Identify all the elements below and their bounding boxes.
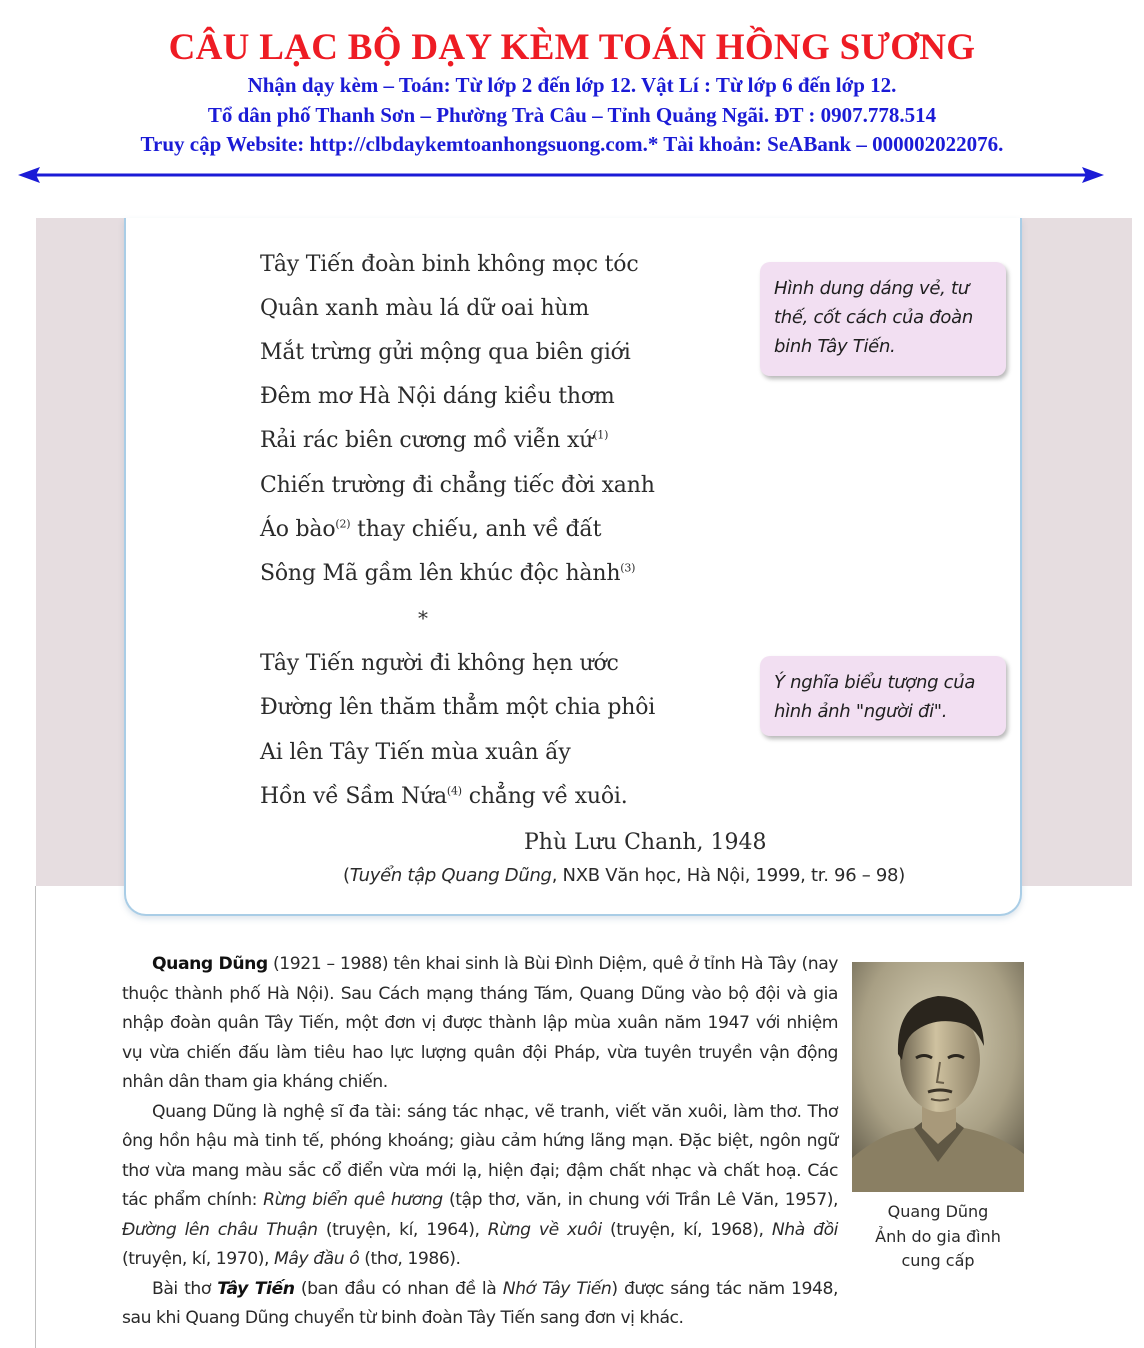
header-services-line: Nhận dạy kèm – Toán: Từ lớp 2 đến lớp 12. Vật Lí : Từ lớp 6 đến lớp 12. bbox=[247, 73, 897, 97]
poem-line: Ai lên Tây Tiến mùa xuân ấy bbox=[260, 740, 571, 765]
side-note-1: Hình dung dáng vẻ, tư thế, cốt cách của đoàn binh Tây Tiến. bbox=[760, 262, 1006, 376]
photo-caption: Quang Dũng Ảnh do gia đình cung cấp bbox=[875, 1202, 1001, 1270]
double-arrow-divider bbox=[18, 164, 1104, 186]
poem-line: Chiến trường đi chẳng tiếc đời xanh bbox=[260, 473, 655, 498]
footnote-marker: (4) bbox=[446, 784, 462, 798]
work-title: Nhà đồi bbox=[771, 1219, 838, 1240]
header-address-line: Tổ dân phố Thanh Sơn – Phường Trà Câu – Tỉnh Quảng Ngãi. ĐT : 0907.778.514 bbox=[207, 103, 937, 127]
original-poem-title: Nhớ Tây Tiến bbox=[502, 1278, 612, 1299]
author-name: Quang Dũng bbox=[152, 954, 268, 974]
author-portrait-photo bbox=[852, 962, 1024, 1192]
work-title: Mây đầu ô bbox=[274, 1249, 360, 1269]
club-title: CÂU LẠC BỘ DẠY KÈM TOÁN HỒNG SƯƠNG bbox=[168, 27, 976, 68]
bio-paragraph-3: Bài thơ Tây Tiến (ban đầu có nhan đề là Nhớ Tây Tiến) được sáng tác năm 1948, sau khi Quang Dũng chuyển từ binh đoàn Tây Tiến sang đơn vị khác. bbox=[122, 1278, 838, 1328]
footnote-marker: (1) bbox=[593, 428, 609, 442]
poem-line: Quân xanh màu lá dữ oai hùm bbox=[260, 296, 590, 321]
poem-author-line: Phù Lưu Chanh, 1948 bbox=[524, 830, 767, 855]
footnote-marker: (2) bbox=[335, 517, 351, 531]
side-note-2: Ý nghĩa biểu tượng của hình ảnh "người đi". bbox=[760, 656, 1006, 736]
poem-line: Sông Mã gầm lên khúc độc hành$^{(3)}$ bbox=[260, 561, 636, 586]
poem-line: Hồn về Sầm Nứa$^{(4)}$ chẳng về xuôi. bbox=[260, 784, 628, 809]
poem-line: Đêm mơ Hà Nội dáng kiều thơm bbox=[260, 384, 615, 409]
work-title: Rừng về xuôi bbox=[487, 1219, 602, 1240]
poem-title: Tây Tiến bbox=[217, 1278, 295, 1299]
poem-source: (Tuyển tập Quang Dũng, NXB Văn học, Hà Nội, 1999, tr. 96 – 98) bbox=[343, 865, 905, 886]
poem-line: Rải rác biên cương mồ viễn xứ$^{(1)}$ bbox=[260, 428, 609, 453]
author-biography bbox=[122, 950, 838, 1334]
footnote-marker: (3) bbox=[620, 561, 636, 575]
poem-line: Đường lên thăm thẳm một chia phôi bbox=[260, 695, 656, 720]
page-margin-rule bbox=[35, 886, 36, 1348]
work-title: Rừng biển quê hương bbox=[263, 1190, 443, 1210]
stanza-separator: * bbox=[418, 606, 428, 630]
poem-line: Tây Tiến đoàn binh không mọc tóc bbox=[260, 252, 639, 277]
poem-line: Mắt trừng gửi mộng qua biên giới bbox=[260, 340, 631, 365]
bio-paragraph-2: Quang Dũng là nghệ sĩ đa tài: sáng tác nhạc, vẽ tranh, viết văn xuôi, làm thơ. Thơ ông hồn hậu mà tinh tế, phóng khoáng; giàu cảm hứng lãng mạn. Đặc biệt, ngôn ngữ thơ vừa mang màu sắc cổ điển vừa mới lạ, hiện đại; đậm chất nhạc và chất hoạ. Các tác phẩm chính: Rừng biển quê hương (tập thơ, văn, in chung với Trần Lê Văn, 1957), Đường lên châu Thuận (truyện, kí, 1964), Rừng về xuôi (truyện, kí, 1968), Nhà đồi (truyện, kí, 1970), Mây đầu ô (thơ, 1986). bbox=[122, 1101, 838, 1269]
header-website-line: Truy cập Website: http://clbdaykemtoanhongsuong.com.* Tài khoản: SeABank – 000002022076. bbox=[140, 132, 1004, 156]
work-title: Đường lên châu Thuận bbox=[122, 1219, 318, 1240]
poem-line: Tây Tiến người đi không hẹn ước bbox=[260, 651, 619, 676]
bio-paragraph-1: Quang Dũng (1921 – 1988) tên khai sinh là Bùi Đình Diệm, quê ở tỉnh Hà Tây (nay thuộc thành phố Hà Nội). Sau Cách mạng tháng Tám, Quang Dũng vào bộ đội và gia nhập đoàn quân Tây Tiến, một đơn vị được thành lập mùa xuân năm 1947 với nhiệm vụ vừa chiến đấu làm tiêu hao lực lượng quân đội Pháp, vừa tuyên truyền vận động nhân dân tham gia kháng chiến. bbox=[122, 954, 838, 1092]
poem-line: Áo bào$^{(2)}$ thay chiếu, anh về đất bbox=[260, 517, 602, 542]
source-book-title: Tuyển tập Quang Dũng bbox=[349, 865, 552, 886]
